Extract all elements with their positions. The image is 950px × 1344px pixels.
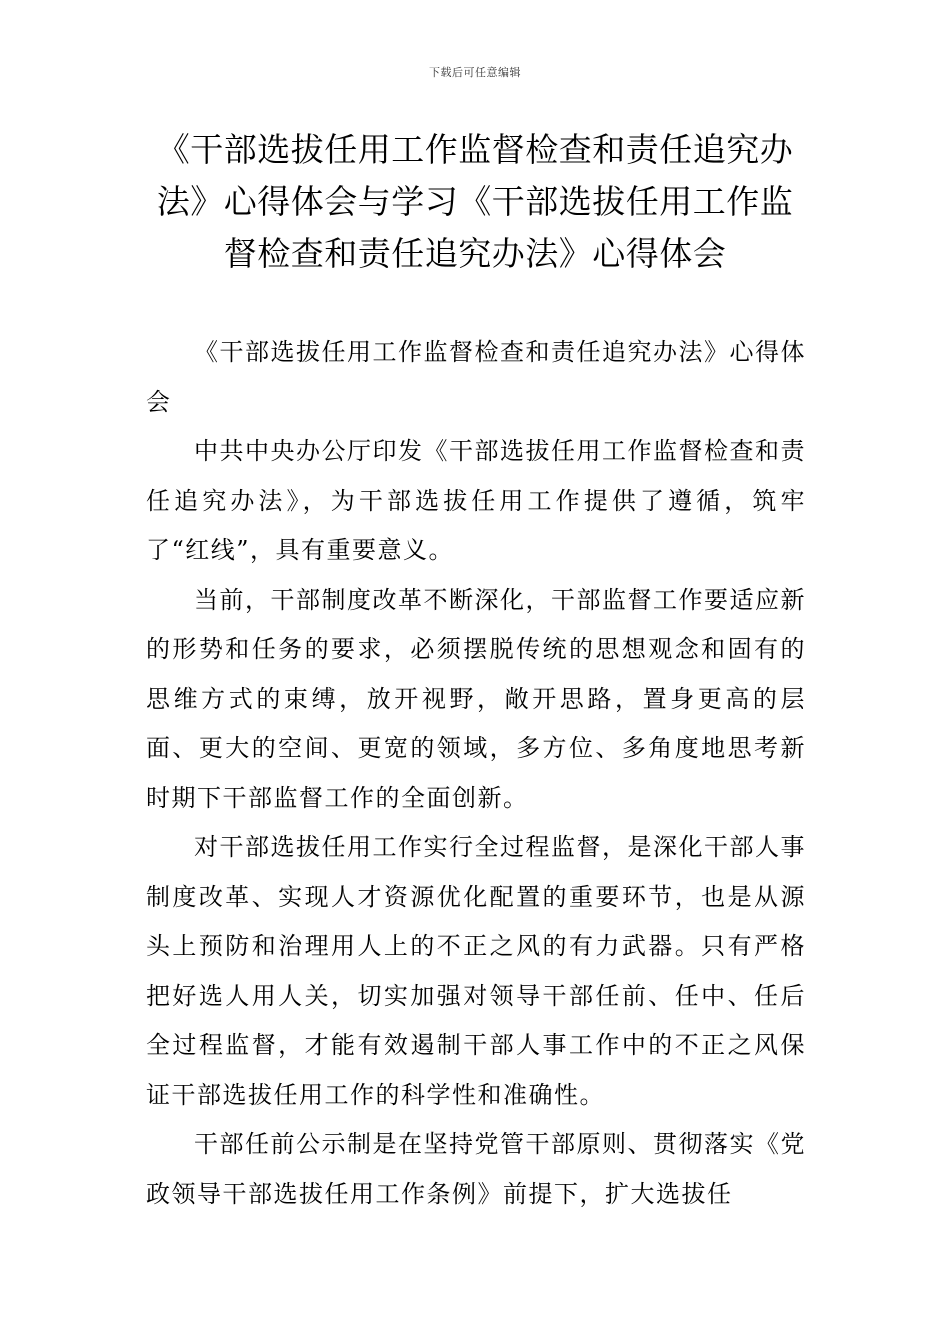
document-body bbox=[146, 328, 806, 1219]
paragraph: 中共中央办公厅印发《干部选拔任用工作监督检查和责任追究办法》，为干部选拔任用工作提供了遵循，筑牢了“红线”，具有重要意义。 bbox=[146, 437, 806, 564]
paragraph: 当前，干部制度改革不断深化，干部监督工作要适应新的形势和任务的要求，必须摆脱传统的思想观念和固有的思维方式的束缚，放开视野，敞开思路，置身更高的层面、更大的空间、更宽的领域，多方位、多角度地思考新时期下干部监督工作的全面创新。 bbox=[146, 585, 806, 812]
document-title: 《干部选拔任用工作监督检查和责任追究办法》心得体会与学习《干部选拔任用工作监督检查和责任追究办法》心得体会 bbox=[156, 130, 794, 273]
paragraph: 干部任前公示制是在坚持党管干部原则、贯彻落实《党政领导干部选拔任用工作条例》前提下，扩大选拔任 bbox=[146, 1130, 806, 1208]
paragraph: 《干部选拔任用工作监督检查和责任追究办法》心得体会 bbox=[146, 338, 806, 416]
paragraph: 对干部选拔任用工作实行全过程监督，是深化干部人事制度改革、实现人才资源优化配置的重要环节，也是从源头上预防和治理用人上的不正之风的有力武器。只有严格把好选人用人关，切实加强对领导干部任前、任中、任后全过程监督，才能有效遏制干部人事工作中的不正之风保证干部选拔任用工作的科学性和准确性。 bbox=[146, 833, 806, 1109]
header-note: 下载后可任意编辑 bbox=[429, 66, 521, 79]
